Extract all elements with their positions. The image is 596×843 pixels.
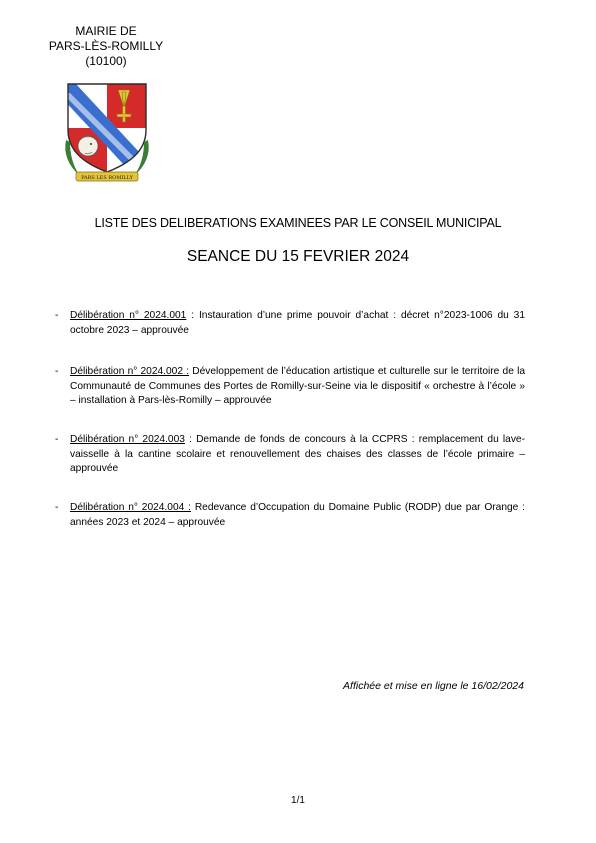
deliberation-reference: Délibération n° 2024.001: [70, 310, 187, 321]
mairie-header: [40, 24, 172, 69]
session-date-heading: SEANCE DU 15 FEVRIER 2024: [186, 248, 410, 265]
header-line-mairie: MAIRIE DE: [75, 24, 137, 38]
publication-note: Affichée et mise en ligne le 16/02/2024: [343, 680, 524, 692]
list-dash: -: [55, 366, 59, 377]
deliberation-status: approuvée: [70, 463, 119, 474]
coat-of-arms-logo: [62, 80, 152, 184]
list-dash: -: [55, 434, 59, 445]
deliberation-reference: Délibération n° 2024.003: [70, 434, 185, 445]
deliberation-separator: :: [184, 434, 197, 445]
deliberation-reference: Délibération n° 2024.002 :: [70, 366, 190, 377]
deliberation-status: approuvée: [140, 324, 189, 336]
deliberation-reference: Délibération n° 2024.004 :: [70, 502, 191, 513]
page-number: 1/1: [291, 795, 305, 806]
deliberation-text: Instauration d’une prime pouvoir d’achat : décret n°2023-1006 du 31 octobre 2023 –: [70, 310, 526, 336]
header-line-postcode: (10100): [85, 54, 127, 68]
deliberation-text: Développement de l’éducation artistique et culturelle sur le territoire de la Communauté de Communes des Portes de Romilly-sur-Seine via le dispositif « orchestre à l’école » – installation à Pars-lès-Romilly –: [70, 366, 526, 406]
deliberation-text: Redevance d’Occupation du Domaine Public (RODP) due par Orange : années 2023 et 2024 –: [70, 502, 525, 528]
document-title: LISTE DES DELIBERATIONS EXAMINEES PAR LE CONSEIL MUNICIPAL: [94, 216, 502, 230]
deliberation-item: [55, 433, 525, 477]
deliberation-item: [55, 501, 525, 530]
deliberation-text: Demande de fonds de concours à la CCPRS : remplacement du lave-vaisselle à la cantine scolaire et renouvellement des chaises des classes de l’école primaire –: [70, 434, 525, 460]
deliberation-item: [55, 309, 525, 338]
list-dash: -: [55, 310, 59, 321]
header-line-commune: PARS-LÈS-ROMILLY: [48, 39, 164, 53]
deliberation-status: approuvée: [177, 516, 226, 528]
deliberation-item: [55, 365, 525, 409]
crest-motto: PARS LES ROMILLY: [81, 174, 133, 181]
deliberation-status: approuvée: [223, 395, 272, 406]
deliberation-separator: :: [186, 310, 199, 321]
list-dash: -: [55, 502, 59, 513]
